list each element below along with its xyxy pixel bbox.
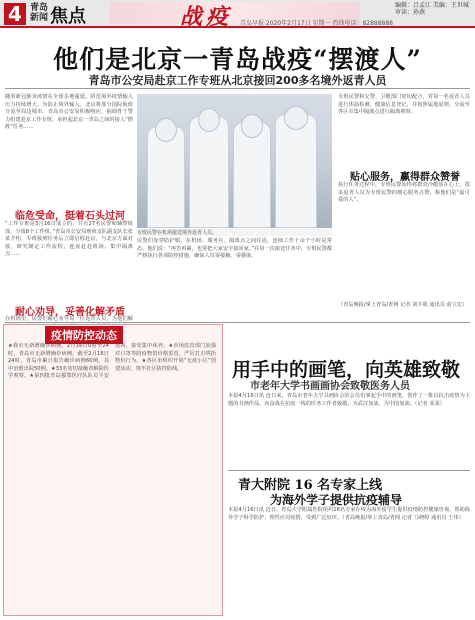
editor-info: 编辑：吕孟江 美编：王世城 审读：孙燕 (395, 2, 469, 16)
photo-figure (189, 116, 229, 228)
right-body-2: 执行任务过程中，专班民警始终将群众冷暖放在心上。很多返青人员为专班民警的细心服务点赞，称他们是“最可爱的人”。 (338, 182, 470, 204)
right-body: 专班民警和交警、卫健部门密切配合，对每一名返青人员进行体温检测、健康信息登记，并按照属地原则，分流至各区市集中隔离点进行隔离观察。 (338, 94, 470, 116)
box-text: ★我市无新增确诊病例。2月16日0时至24时，青岛市无新增确诊病例。截至2月16日24时，青岛市累计报告确诊病例60例，其中治愈出院50例。★33名密切接触者解除医学观察。★第四批青岛援鄂医疗队队员平安返回，接受集中休养。★市场监管部门加强对口罩等防疫物资价格监管，严厉打击哄抬物价行为。★各区市组织开展“无疫小区”创建活动，筑牢社区防控防线。 (8, 343, 216, 380)
paper-name: 青岛新闻 (30, 3, 49, 23)
photo-caption: 专班民警在机场接送境外返青人员。 (137, 229, 332, 236)
right-subhead: 贴心服务，赢得群众赞誉 (350, 172, 460, 183)
middle-body: 民警们身穿防护服，在机场、服务区、隔离点之间往返，连续工作十余个小时是常态。他们说：“再苦再累，也要把大家安全接回家。”在每一次接送任务中，专班民警都严格执行各项防控措施，确保人员零接触、零感染。 (137, 238, 332, 260)
photo-figure (275, 114, 317, 228)
byline: （青岛晚报/掌上青岛/青网 记者 刘丰收 通讯员 俞立宏） (338, 302, 468, 308)
article-2-body: 本报4月16日讯 连日来，青岛市老年大学书画协会的会员们拿起手中的画笔，创作了一批以抗击疫情为主题的书画作品，向奋战在抗疫一线的医务工作者致敬，为武汉加油、为中国加油。（记者 某某） (228, 393, 470, 407)
body-paragraph-1: “工作专班是3月16日成立的，共有27名民警和辅警组成，分成8个工作组。”青岛市公安局刑侦支队副支队长张某介绍，专班接到任务后立即启程赴京，与北京方面对接，研究制定工作流程，连夜赶赴机场、集中隔离点…… (5, 221, 133, 258)
divider (5, 88, 470, 89)
body-paragraph-2: 在机场里，民警们耐心劝导每一位返青人员，为他们解 (5, 316, 133, 322)
photo-figure-head (241, 114, 263, 138)
divider (5, 322, 470, 323)
sub-headline: 青岛市公安局赴京工作专班从北京接回200多名境外返青人员 (88, 74, 387, 87)
box-title: 疫情防控动态 (45, 326, 123, 344)
photo-figure-head (284, 106, 308, 130)
article-2-subtitle: 市老年大学书画画协会致敬医务人员 (250, 381, 410, 392)
divider (228, 470, 470, 471)
lead-paragraph: 随着新冠肺炎疫情在全球多地蔓延，防范境外疫情输入压力持续增大。为防止境外输入，北京将部分国际航班分流至周边城市。青岛市公安局积极响应，抽调骨干警力组建赴京工作专班，承担起北京一青岛之间的接人“摆渡”任务…… (5, 94, 133, 131)
banner-title: 战疫 (180, 4, 233, 30)
article-3-title: 青大附院 16 名专家上线 (238, 478, 383, 493)
section-name: 焦点 (50, 6, 86, 27)
subhead-1: 临危受命，挺着石头过河 (15, 211, 125, 222)
page-number: 4 (4, 3, 26, 25)
news-photo (137, 94, 332, 228)
dateline: 青岛早报 2020年2月17日 星期一 热线电话：82888888 (240, 20, 393, 27)
photo-figure-head (198, 108, 220, 132)
article-3-body: 本报4月16日讯 近日，青岛大学附属医院组织16名专家在线为海外留学生提供疫情防控健康咨询，帮助海外学子科学防护、理性应对疫情，受到广泛好评。（青岛晚报/掌上青岛/青网 记者 马晓婷 通讯员 王伟） (228, 507, 470, 521)
article-2-title: 用手中的画笔，向英雄致敬 (232, 359, 461, 381)
photo-figure-head (155, 118, 177, 142)
main-headline: 他们是北京一青岛战疫“摆渡人” (53, 45, 422, 74)
subhead-2: 耐心劝导，妥善化解矛盾 (15, 307, 125, 318)
article-3-subtitle: 为海外学子提供抗疫辅导 (270, 493, 403, 507)
